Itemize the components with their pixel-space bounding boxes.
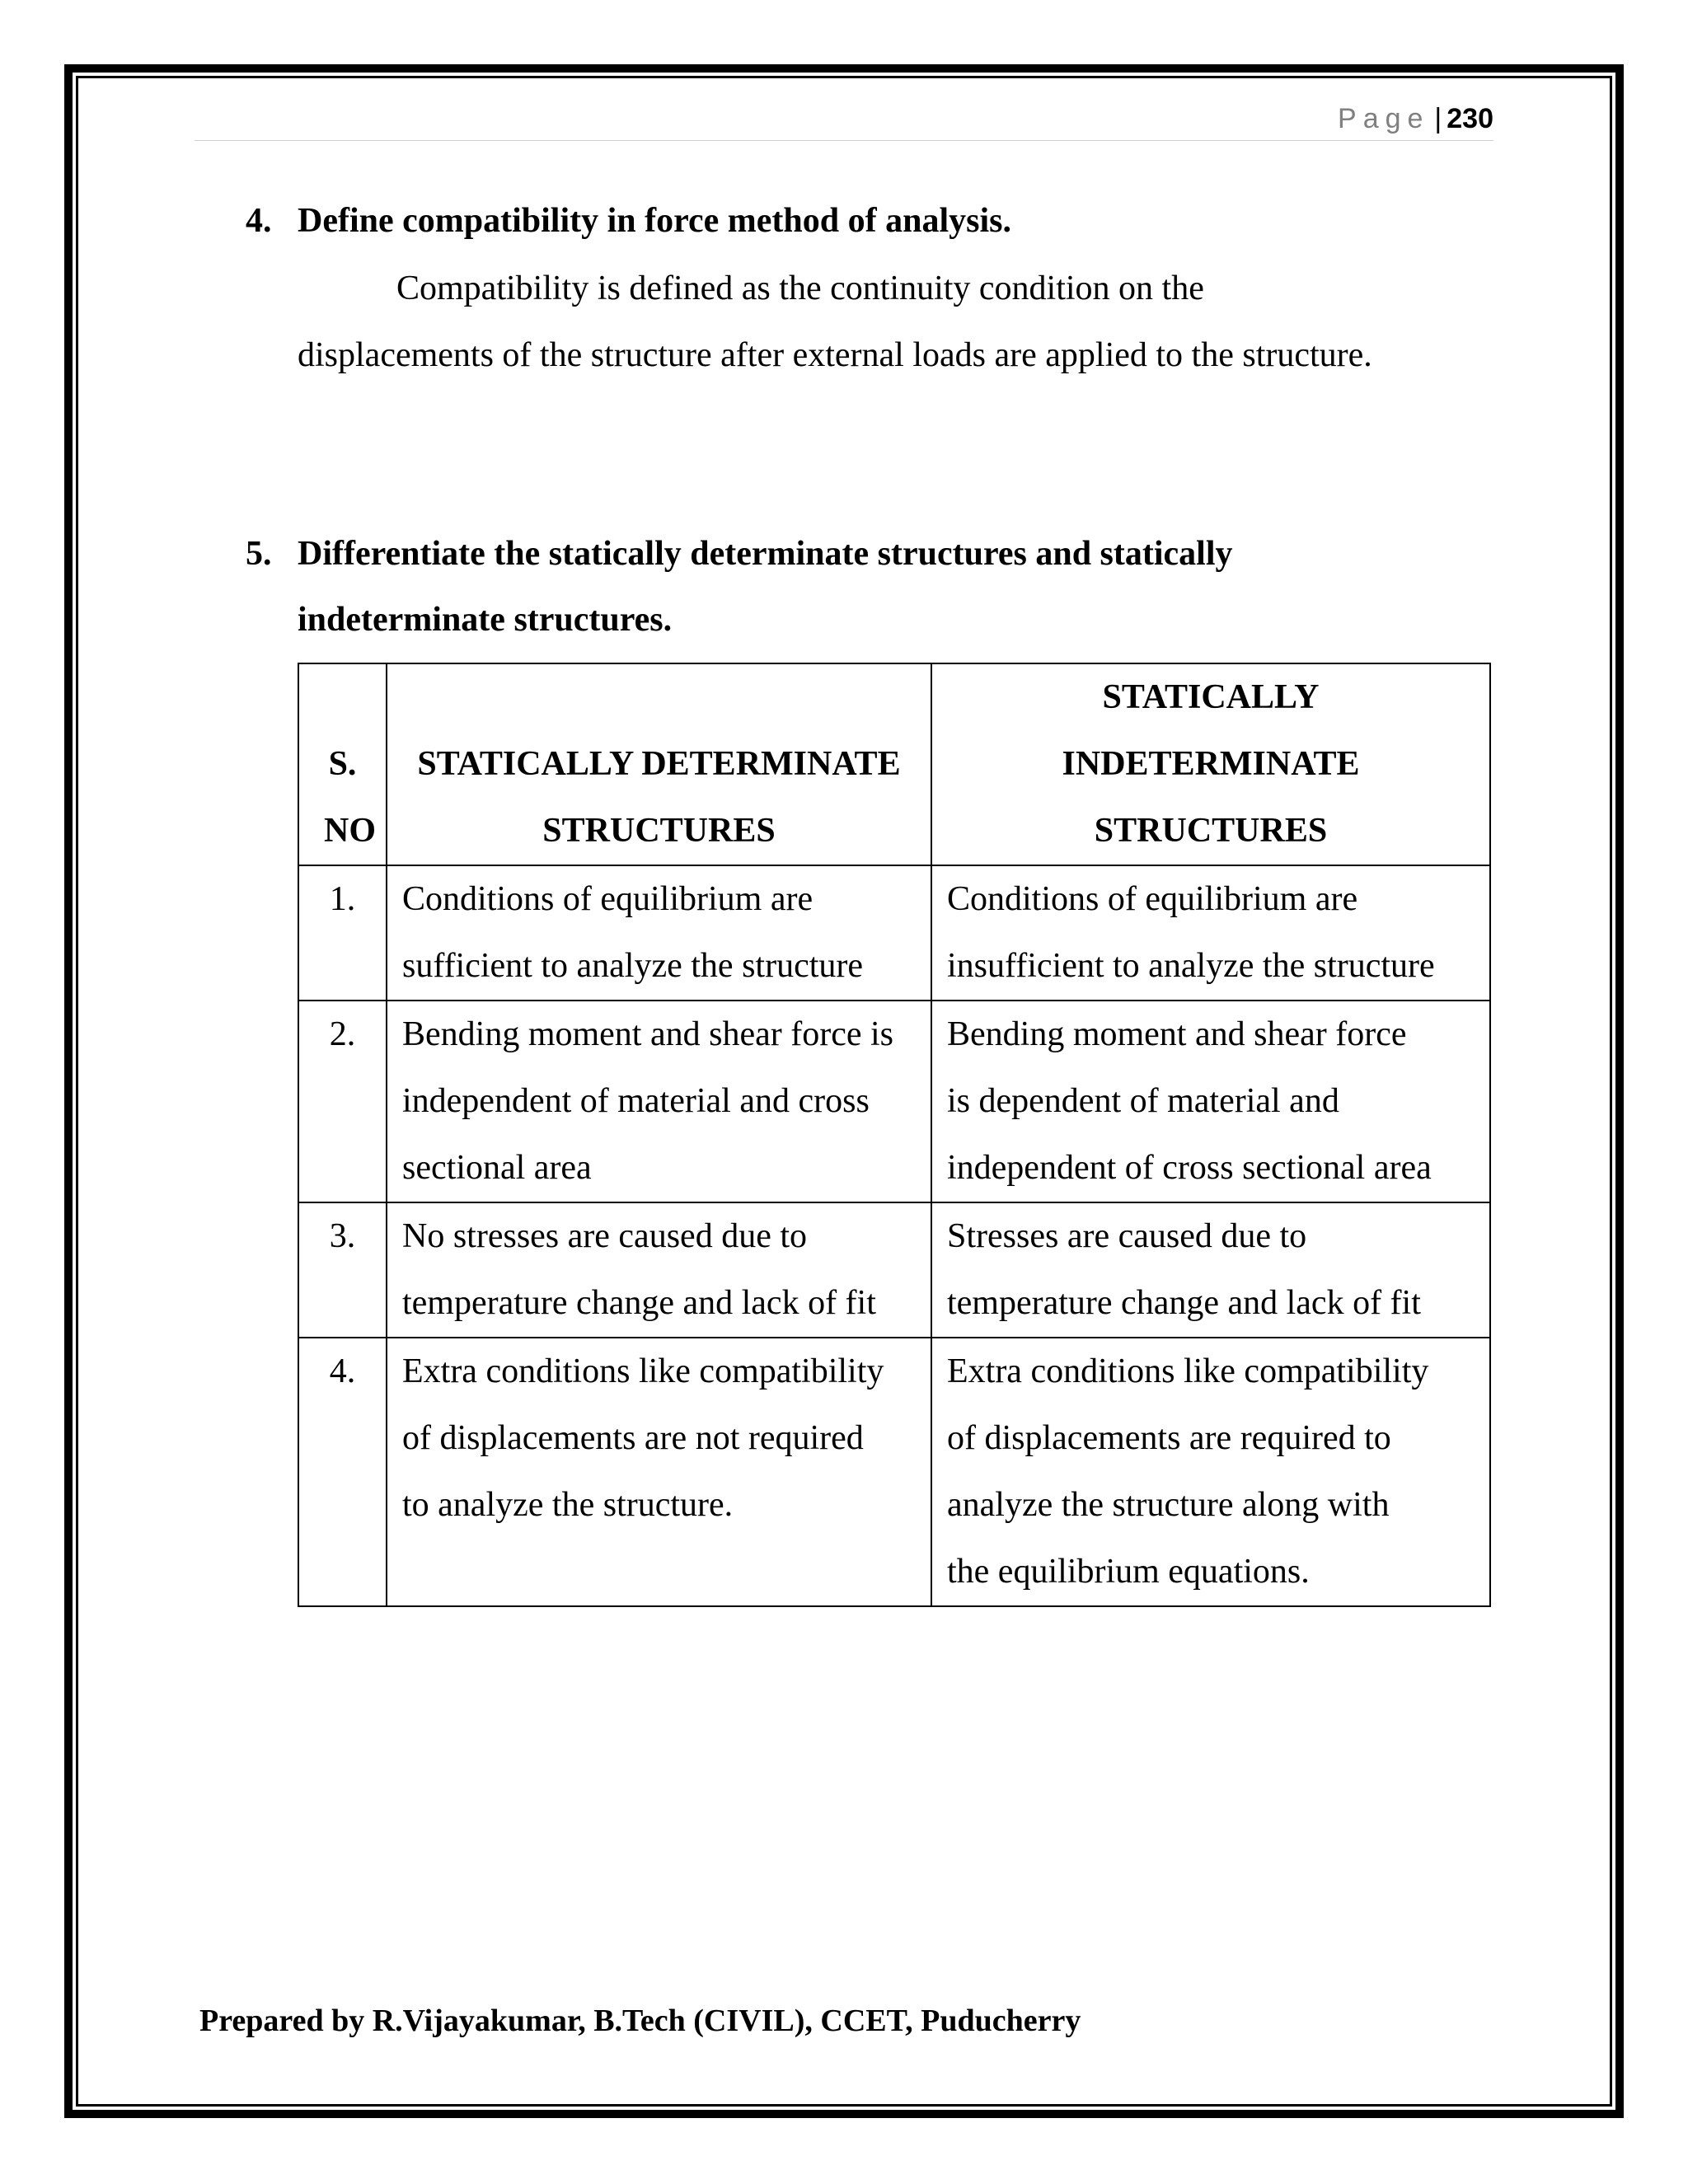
row-determinate: Extra conditions like compatibility of displacements are not required to analyze the structure.: [387, 1338, 931, 1606]
page-footer: Prepared by R.Vijayakumar, B.Tech (CIVIL), CCET, Puducherry: [199, 2004, 1081, 2038]
question-4-answer: Compatibility is defined as the continuity condition on the displacements of the structure after external loads are applied to the structure.: [298, 269, 1372, 374]
row-indeterminate: Conditions of equilibrium are insufficient to analyze the structure: [931, 865, 1490, 1001]
table-row: [298, 1001, 1490, 1202]
question-5-number: 5.: [246, 535, 272, 573]
question-4-title: Define compatibility in force method of analysis.: [298, 202, 1012, 240]
header-determinate: STATICALLY DETERMINATE STRUCTURES: [387, 663, 931, 865]
table-row: [298, 1338, 1490, 1606]
row-determinate: Bending moment and shear force is independent of material and cross sectional area: [387, 1001, 931, 1202]
row-determinate: Conditions of equilibrium are sufficient to analyze the structure: [387, 865, 931, 1001]
comparison-table: [298, 663, 1491, 1607]
row-indeterminate: Extra conditions like compatibility of displacements are required to analyze the structure along with the equilibrium equations.: [931, 1338, 1490, 1606]
question-4-number: 4.: [246, 202, 272, 240]
row-sno: 2.: [298, 1001, 387, 1202]
row-indeterminate: Bending moment and shear force is dependent of material and independent of cross sectional area: [931, 1001, 1490, 1202]
header-indeterminate: STATICALLY INDETERMINATE STRUCTURES: [931, 663, 1490, 865]
row-sno: 4.: [298, 1338, 387, 1606]
table-header-row: [298, 663, 1490, 865]
page-header: [195, 97, 1493, 141]
table-row: [298, 865, 1490, 1001]
table-row: [298, 1202, 1490, 1338]
page-label: Page: [1338, 103, 1430, 134]
question-5-title: Differentiate the statically determinate structures and statically indeterminate structures.: [298, 535, 1233, 639]
page-separator: |: [1434, 103, 1442, 134]
row-sno: 3.: [298, 1202, 387, 1338]
row-determinate: No stresses are caused due to temperature change and lack of fit: [387, 1202, 931, 1338]
row-sno: 1.: [298, 865, 387, 1001]
header-sno: S. NO: [298, 663, 387, 865]
page-number: 230: [1447, 103, 1493, 134]
row-indeterminate: Stresses are caused due to temperature change and lack of fit: [931, 1202, 1490, 1338]
